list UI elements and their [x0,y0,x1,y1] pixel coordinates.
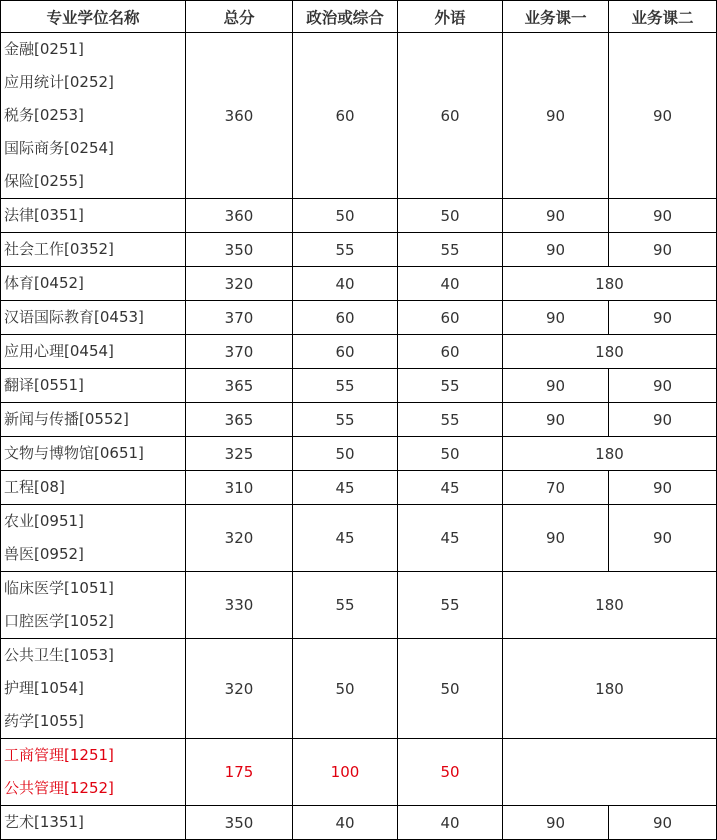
degree-name-cell [1,267,186,301]
total-score: 310 [186,471,293,505]
degree-name: 临床医学[1051] [4,579,114,597]
course2-score: 90 [609,301,717,335]
course1-score: 90 [503,403,609,437]
table-row [1,335,717,369]
foreign-score: 50 [398,199,503,233]
course1-score: 90 [503,369,609,403]
course2-score: 90 [609,199,717,233]
politics-score: 50 [293,199,398,233]
header-row [1,1,717,33]
combined-course-score: 180 [503,572,717,639]
course2-score: 90 [609,505,717,572]
course2-score: 90 [609,369,717,403]
table-row [1,199,717,233]
degree-name: 社会工作[0352] [4,240,114,258]
total-score: 365 [186,369,293,403]
course1-score: 90 [503,233,609,267]
degree-name: 新闻与传播[0552] [4,410,129,428]
degree-name-cell [1,572,186,639]
degree-name: 兽医[0952] [4,545,84,563]
foreign-score: 55 [398,572,503,639]
total-score: 350 [186,806,293,840]
table-row [1,437,717,471]
header-foreign: 外语 [398,1,503,33]
course2-score: 90 [609,471,717,505]
total-score: 360 [186,199,293,233]
course1-score: 90 [503,33,609,199]
degree-name-cell [1,471,186,505]
politics-score: 40 [293,806,398,840]
header-total: 总分 [186,1,293,33]
total-score: 360 [186,33,293,199]
table-row [1,806,717,840]
total-score: 330 [186,572,293,639]
course2-score: 90 [609,403,717,437]
degree-name: 口腔医学[1052] [4,612,114,630]
politics-score: 45 [293,471,398,505]
table-row [1,233,717,267]
foreign-score: 40 [398,267,503,301]
foreign-score: 50 [398,639,503,739]
course1-score: 70 [503,471,609,505]
total-score: 370 [186,301,293,335]
degree-name: 金融[0251] [4,40,84,58]
degree-name-cell [1,505,186,572]
politics-score: 50 [293,437,398,471]
politics-score: 55 [293,369,398,403]
header-course1: 业务课一 [503,1,609,33]
politics-score: 55 [293,233,398,267]
degree-name: 税务[0253] [4,106,84,124]
total-score: 325 [186,437,293,471]
total-score: 320 [186,505,293,572]
course2-score: 90 [609,806,717,840]
degree-name: 国际商务[0254] [4,139,114,157]
table-row [1,739,717,806]
foreign-score: 55 [398,233,503,267]
degree-name: 公共卫生[1053] [4,646,114,664]
degree-name: 翻译[0551] [4,376,84,394]
combined-course-score [503,739,717,806]
total-score: 365 [186,403,293,437]
table-row [1,471,717,505]
degree-name: 护理[1054] [4,679,84,697]
politics-score: 55 [293,403,398,437]
foreign-score: 50 [398,739,503,806]
degree-name-cell [1,403,186,437]
degree-name: 应用心理[0454] [4,342,114,360]
table-row [1,369,717,403]
politics-score: 60 [293,301,398,335]
degree-name: 应用统计[0252] [4,73,114,91]
course2-score: 90 [609,33,717,199]
politics-score: 45 [293,505,398,572]
degree-name: 农业[0951] [4,512,84,530]
course1-score: 90 [503,806,609,840]
politics-score: 50 [293,639,398,739]
politics-score: 100 [293,739,398,806]
course2-score: 90 [609,233,717,267]
table-row [1,403,717,437]
foreign-score: 60 [398,33,503,199]
foreign-score: 50 [398,437,503,471]
foreign-score: 55 [398,369,503,403]
degree-name: 工程[08] [4,478,65,496]
degree-name-cell [1,739,186,806]
foreign-score: 45 [398,505,503,572]
degree-name-cell [1,33,186,199]
course1-score: 90 [503,505,609,572]
degree-name: 法律[0351] [4,206,84,224]
total-score: 320 [186,639,293,739]
table-row [1,572,717,639]
table-row [1,33,717,199]
politics-score: 55 [293,572,398,639]
total-score: 320 [186,267,293,301]
degree-name: 保险[0255] [4,172,84,190]
degree-name-cell [1,639,186,739]
degree-name: 艺术[1351] [4,813,84,831]
degree-name: 工商管理[1251] [4,746,114,764]
degree-name-cell [1,301,186,335]
politics-score: 60 [293,335,398,369]
header-politics: 政治或综合 [293,1,398,33]
course1-score: 90 [503,199,609,233]
combined-course-score: 180 [503,639,717,739]
foreign-score: 40 [398,806,503,840]
degree-name-cell [1,437,186,471]
header-name: 专业学位名称 [1,1,186,33]
degree-name: 文物与博物馆[0651] [4,444,144,462]
degree-name: 汉语国际教育[0453] [4,308,144,326]
total-score: 350 [186,233,293,267]
table-row [1,505,717,572]
total-score: 370 [186,335,293,369]
degree-name: 药学[1055] [4,712,84,730]
foreign-score: 60 [398,335,503,369]
total-score: 175 [186,739,293,806]
degree-name: 公共管理[1252] [4,779,114,797]
table-row [1,267,717,301]
politics-score: 40 [293,267,398,301]
combined-course-score: 180 [503,437,717,471]
degree-name: 体育[0452] [4,274,84,292]
combined-course-score: 180 [503,267,717,301]
degree-name-cell [1,806,186,840]
politics-score: 60 [293,33,398,199]
degree-name-cell [1,369,186,403]
foreign-score: 60 [398,301,503,335]
degree-name-cell [1,199,186,233]
course1-score: 90 [503,301,609,335]
foreign-score: 55 [398,403,503,437]
degree-name-cell [1,233,186,267]
degree-name-cell [1,335,186,369]
table-row [1,639,717,739]
header-course2: 业务课二 [609,1,717,33]
foreign-score: 45 [398,471,503,505]
combined-course-score: 180 [503,335,717,369]
table-row [1,301,717,335]
